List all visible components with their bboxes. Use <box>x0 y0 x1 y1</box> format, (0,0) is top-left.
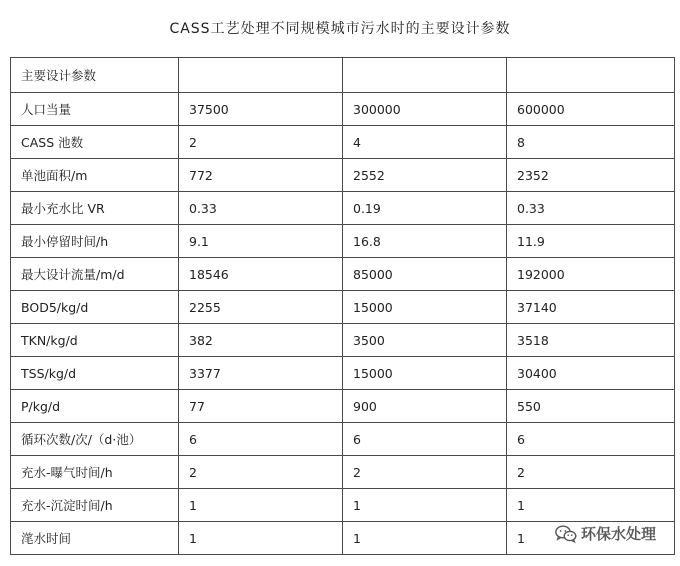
table-cell: 382 <box>179 324 343 357</box>
document-title: CASS工艺处理不同规模城市污水时的主要设计参数 <box>169 21 511 37</box>
table-cell: 1 <box>507 522 675 555</box>
table-header-cell: 主要设计参数 <box>11 58 179 93</box>
table-cell: 2552 <box>343 159 507 192</box>
table-cell: 6 <box>179 423 343 456</box>
table-cell: 2 <box>507 456 675 489</box>
watermark <box>555 523 656 544</box>
table-cell: 1 <box>179 489 343 522</box>
table-header-row <box>11 58 675 93</box>
table-cell: 30400 <box>507 357 675 390</box>
table-cell: 6 <box>507 423 675 456</box>
table-cell: 0.33 <box>507 192 675 225</box>
table-row <box>11 456 675 489</box>
table-row <box>11 291 675 324</box>
row-label: 滗水时间 <box>11 522 179 555</box>
table-cell: 3518 <box>507 324 675 357</box>
table-row <box>11 225 675 258</box>
row-label: 人口当量 <box>11 93 179 126</box>
row-label: 单池面积/m <box>11 159 179 192</box>
table-cell: 600000 <box>507 93 675 126</box>
row-label: P/kg/d <box>11 390 179 423</box>
row-label: CASS 池数 <box>11 126 179 159</box>
row-label: 最大设计流量/m/d <box>11 258 179 291</box>
table-cell: 2 <box>179 456 343 489</box>
design-parameters-table <box>10 57 675 555</box>
table-cell: 192000 <box>507 258 675 291</box>
table-row <box>11 93 675 126</box>
table-cell: 85000 <box>343 258 507 291</box>
table-cell: 1 <box>343 489 507 522</box>
table-cell: 0.19 <box>343 192 507 225</box>
table-cell: 4 <box>343 126 507 159</box>
table-cell: 37140 <box>507 291 675 324</box>
table-cell: 2 <box>343 456 507 489</box>
table-row <box>11 126 675 159</box>
table-cell: 3377 <box>179 357 343 390</box>
table-cell: 77 <box>179 390 343 423</box>
table-row <box>11 159 675 192</box>
table-cell: 3500 <box>343 324 507 357</box>
table-cell: 2255 <box>179 291 343 324</box>
row-label: BOD5/kg/d <box>11 291 179 324</box>
table-row <box>11 258 675 291</box>
table-cell: 2 <box>179 126 343 159</box>
table-cell: 37500 <box>179 93 343 126</box>
table-cell: 6 <box>343 423 507 456</box>
table-cell: 2352 <box>507 159 675 192</box>
table-row <box>11 423 675 456</box>
table-cell: 18546 <box>179 258 343 291</box>
row-label: 最小充水比 VR <box>11 192 179 225</box>
table-header-cell <box>179 58 343 93</box>
table-header-cell <box>507 58 675 93</box>
row-label: 循环次数/次/（d·池） <box>11 423 179 456</box>
table-cell: 15000 <box>343 291 507 324</box>
row-label: 充水-沉淀时间/h <box>11 489 179 522</box>
table-row <box>11 357 675 390</box>
table-cell: 772 <box>179 159 343 192</box>
table-cell: 15000 <box>343 357 507 390</box>
table-cell: 1 <box>507 489 675 522</box>
watermark-text: 环保水处理 <box>580 525 656 543</box>
table-row <box>11 489 675 522</box>
table-cell: 1 <box>179 522 343 555</box>
table-header-cell <box>343 58 507 93</box>
table-cell: 300000 <box>343 93 507 126</box>
wechat-icon <box>555 525 577 543</box>
row-label: TKN/kg/d <box>11 324 179 357</box>
table-cell: 0.33 <box>179 192 343 225</box>
table-row <box>11 390 675 423</box>
table-cell: 1 <box>343 522 507 555</box>
row-label: 最小停留时间/h <box>11 225 179 258</box>
table-cell: 550 <box>507 390 675 423</box>
table-row <box>11 192 675 225</box>
table-cell: 11.9 <box>507 225 675 258</box>
row-label: 充水-曝气时间/h <box>11 456 179 489</box>
table-row <box>11 324 675 357</box>
table-cell: 9.1 <box>179 225 343 258</box>
table-cell: 8 <box>507 126 675 159</box>
table-cell: 900 <box>343 390 507 423</box>
row-label: TSS/kg/d <box>11 357 179 390</box>
table-cell: 16.8 <box>343 225 507 258</box>
